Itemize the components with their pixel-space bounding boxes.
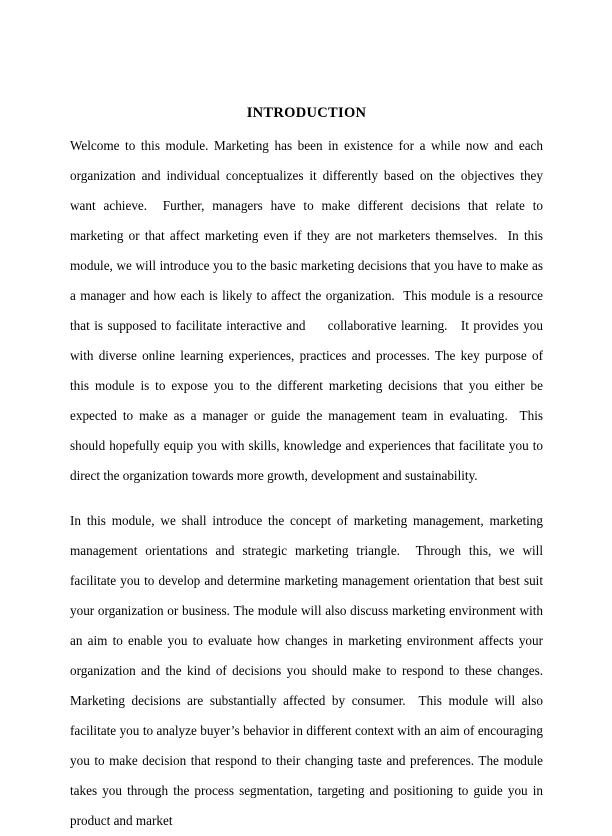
body-paragraph: In this module, we shall introduce the concept of marketing management, marketing management orientations and strategic marketing triangle. Through this, we will facilitate you to develop and determine marketing management orientation that best suit your organization or business. The module will also discuss marketing environment with an aim to enable you to evaluate how changes in marketing environment affects your organization and the kind of decisions you should make to respond to these changes. Marketing decisions are substantially affected by consumer. This module will also facilitate you to analyze buyer’s behavior in different context with an aim of encouraging you to make decision that respond to their changing taste and preferences. The module takes you through the process segmentation, targeting and positioning to guide you in product and market xyxy=(70,513,550,828)
body-paragraph: Welcome to this module. Marketing has been in existence for a while now and each organization and individual conceptualizes it differently based on the objectives they want achieve. Further, managers have to make different decisions that relate to marketing or that affect marketing even if they are not marketers themselves. In this module, we will introduce you to the basic marketing decisions that you have to make as a manager and how each is likely to affect the organization. This module is a resource that is supposed to facilitate interactive and collaborative learning. It provides you with diverse online learning experiences, practices and processes. The key purpose of this module is to expose you to the different marketing decisions that you either be expected to make as a manager or guide the management team in evaluating. This should hopefully equip you with skills, knowledge and experiences that facilitate you to direct the organization towards more growth, development and sustainability. xyxy=(70,138,547,483)
page-title: INTRODUCTION xyxy=(246,104,367,121)
document-body xyxy=(70,131,550,836)
